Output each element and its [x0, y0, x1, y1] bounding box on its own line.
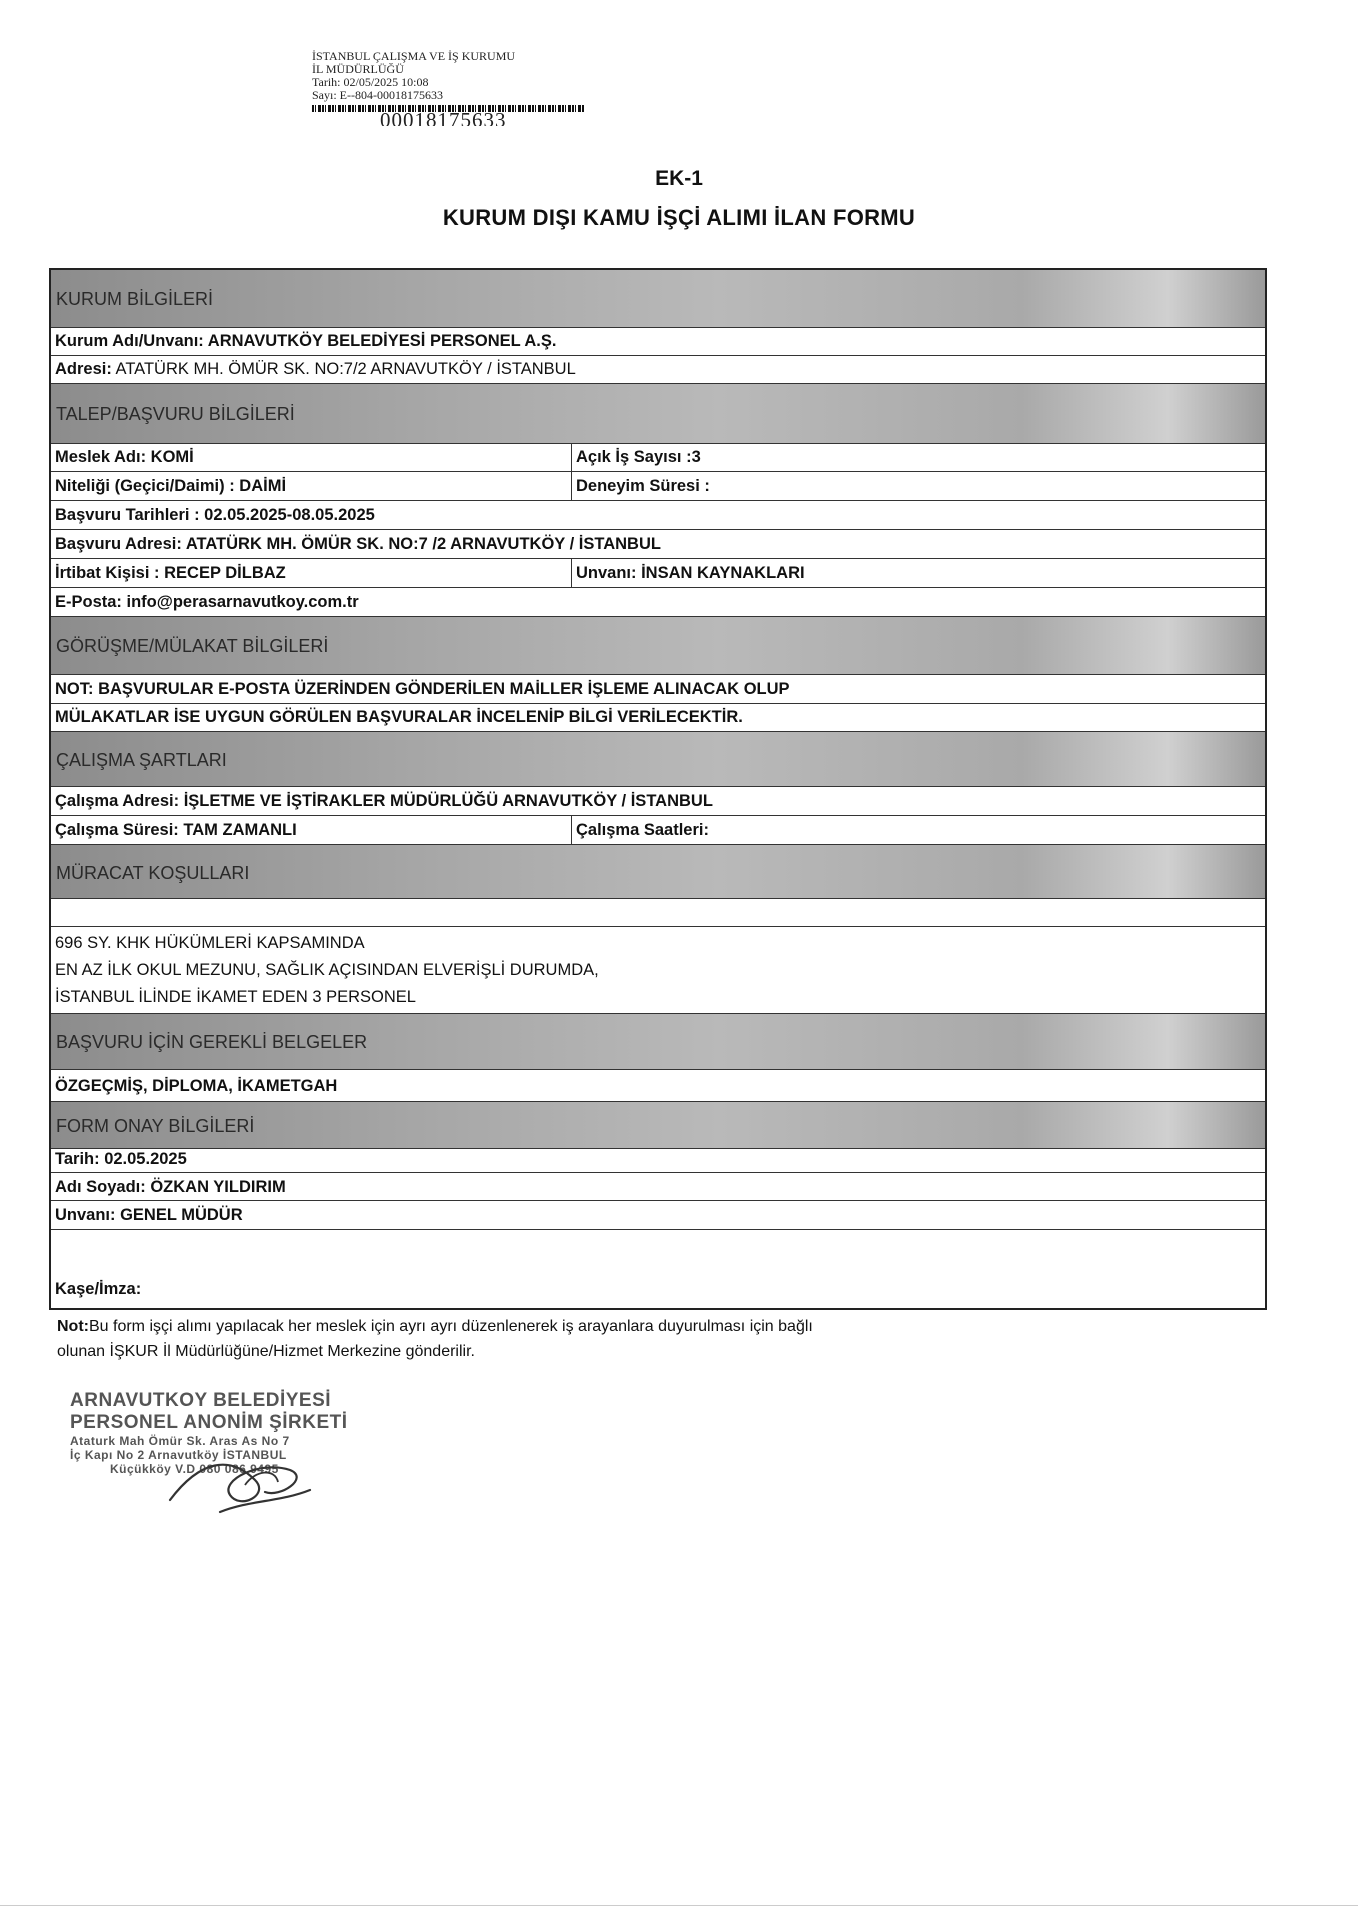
irtibat-kisisi: İrtibat Kişisi : RECEP DİLBAZ: [55, 564, 286, 582]
seal-line-1: ARNAVUTKOY BELEDİYESİ: [70, 1390, 332, 1411]
row-calisma-adresi: Çalışma Adresi: İŞLETME VE İŞTİRAKLER MÜDÜRLÜĞÜ ARNAVUTKÖY / İSTANBUL: [51, 787, 1265, 816]
registry-stamp: [312, 50, 584, 126]
seal-line-3: Ataturk Mah Ömür Sk. Aras As No 7: [70, 1434, 290, 1448]
form-table: [49, 268, 1267, 1310]
section-gorusme: GÖRÜŞME/MÜLAKAT BİLGİLERİ: [51, 617, 1265, 675]
stamp-line-1: İSTANBUL ÇALIŞMA VE İŞ KURUMU: [312, 49, 516, 63]
note-line-1: Bu form işçi alımı yapılacak her meslek için ayrı ayrı düzenlenerek iş arayanlara duyurulması için bağlı: [88, 1318, 813, 1335]
meslek-adi: Meslek Adı: KOMİ: [55, 448, 194, 466]
stamp-line-2: İL MÜDÜRLÜĞÜ: [312, 62, 404, 76]
section-talep: TALEP/BAŞVURU BİLGİLERİ: [51, 384, 1265, 444]
row-not-1: NOT: BAŞVURULAR E-POSTA ÜZERİNDEN GÖNDERİLEN MAİLLER İŞLEME ALINACAK OLUP: [51, 675, 1265, 704]
row-basvuru-adresi: Başvuru Adresi: ATATÜRK MH. ÖMÜR SK. NO:7 /2 ARNAVUTKÖY / İSTANBUL: [51, 530, 1265, 559]
row-blank: [51, 899, 1265, 927]
row-onay-unvan: Unvanı: GENEL MÜDÜR: [51, 1201, 1265, 1230]
document-title: KURUM DIŞI KAMU İŞÇİ ALIMI İLAN FORMU: [442, 205, 916, 230]
calisma-saatleri: Çalışma Saatleri:: [571, 816, 709, 844]
barcode-image: [312, 105, 584, 112]
stamp-line-4: Sayı: E--804-00018175633: [312, 88, 443, 102]
deneyim-suresi: Deneyim Süresi :: [571, 472, 710, 500]
barcode-number: 00018175633: [380, 112, 507, 126]
acik-is-sayisi: Açık İş Sayısı :3: [571, 444, 701, 471]
row-tarih: Tarih: 02.05.2025: [51, 1149, 1265, 1173]
adres-value: ATATÜRK MH. ÖMÜR SK. NO:7/2 ARNAVUTKÖY / İSTANBUL: [111, 360, 576, 378]
section-calisma: ÇALIŞMA ŞARTLARI: [51, 732, 1265, 787]
page-edge: [0, 1905, 1358, 1906]
signature-icon: [160, 1440, 360, 1530]
section-muracat: [51, 845, 1265, 899]
row-niteligi: [51, 472, 1265, 501]
row-adi-soyadi: Adı Soyadı: ÖZKAN YILDIRIM: [51, 1173, 1265, 1201]
row-kurum-adi: Kurum Adı/Unvanı: ARNAVUTKÖY BELEDİYESİ PERSONEL A.Ş.: [51, 328, 1265, 356]
note-line-2: olunan İŞKUR İl Müdürlüğüne/Hizmet Merkezine gönderilir.: [57, 1343, 475, 1360]
muracat-title: MÜRACAT KOŞULLARI: [56, 863, 250, 883]
row-eposta: E-Posta: info@perasarnavutkoy.com.tr: [51, 588, 1265, 617]
row-calisma-suresi: [51, 816, 1265, 845]
row-kosul-3: İSTANBUL İLİNDE İKAMET EDEN 3 PERSONEL: [51, 985, 1265, 1014]
section-onay: FORM ONAY BİLGİLERİ: [51, 1102, 1265, 1149]
seal-line-5: Küçükköy V.D 080 086 9495: [110, 1462, 279, 1476]
row-meslek: [51, 444, 1265, 472]
irtibat-unvan: Unvanı: İNSAN KAYNAKLARI: [571, 559, 805, 587]
annex-label: EK-1: [655, 167, 703, 190]
stamp-line-3: Tarih: 02/05/2025 10:08: [312, 75, 429, 89]
section-kurum: KURUM BİLGİLERİ: [51, 270, 1265, 328]
note-label: Not:: [57, 1318, 89, 1335]
niteligi: Niteliği (Geçici/Daimi) : DAİMİ: [55, 477, 287, 495]
row-kase-imza: Kaşe/İmza:: [55, 1280, 142, 1298]
row-belgeler: ÖZGEÇMİŞ, DİPLOMA, İKAMETGAH: [51, 1070, 1265, 1102]
seal-line-2: PERSONEL ANONİM ŞİRKETİ: [70, 1412, 348, 1433]
row-kosul-2: EN AZ İLK OKUL MEZUNU, SAĞLIK AÇISINDAN ELVERİŞLİ DURUMDA,: [55, 961, 599, 979]
footer-note: [57, 1314, 813, 1364]
row-basvuru-tarihleri: Başvuru Tarihleri : 02.05.2025-08.05.2025: [51, 501, 1265, 530]
adres-label: Adresi:: [55, 360, 112, 378]
row-kosul-1: 696 SY. KHK HÜKÜMLERİ KAPSAMINDA: [55, 934, 365, 952]
row-irtibat: [51, 559, 1265, 588]
seal-line-4: İç Kapı No 2 Arnavutköy İSTANBUL: [70, 1448, 287, 1462]
row-not-2: MÜLAKATLAR İSE UYGUN GÖRÜLEN BAŞVURALAR İNCELENİP BİLGİ VERİLECEKTİR.: [51, 704, 1265, 732]
calisma-suresi: Çalışma Süresi: TAM ZAMANLI: [55, 821, 297, 839]
section-belgeler: BAŞVURU İÇİN GEREKLİ BELGELER: [51, 1014, 1265, 1070]
row-adres: [51, 356, 1265, 384]
